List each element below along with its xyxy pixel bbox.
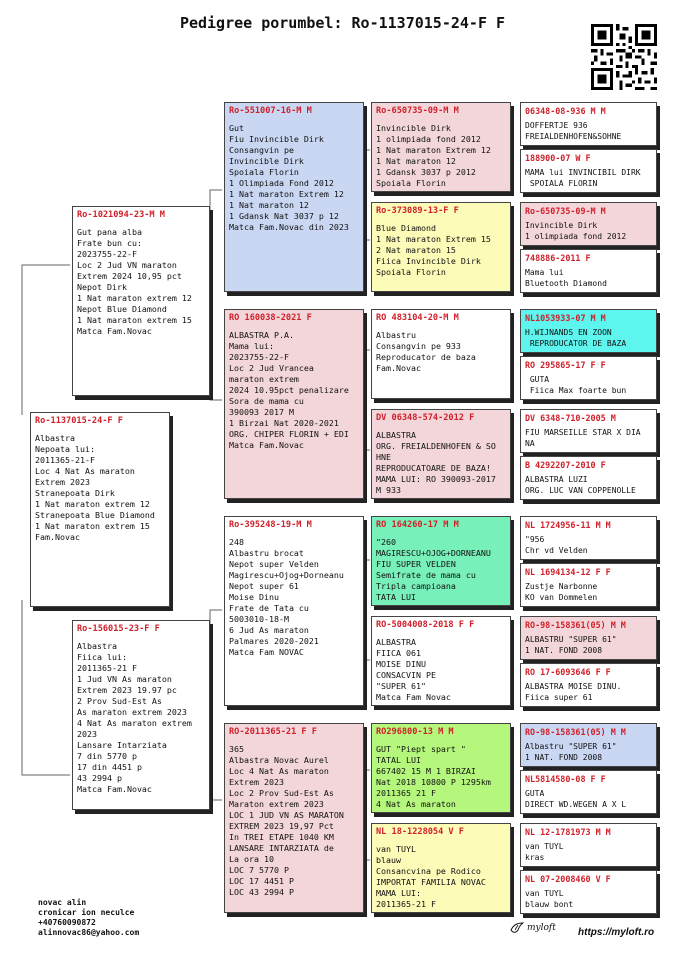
ancestor-card — [520, 149, 657, 193]
dam-card — [72, 620, 210, 810]
great-grandparent-card — [371, 102, 511, 192]
pigeon-ring-id: NL 1724956-11 M M — [525, 520, 611, 530]
pigeon-details: ALBASTRU "SUPER 61" 1 NAT. FOND 2008 — [525, 635, 617, 655]
breeder-phone: +40760090872 — [38, 918, 96, 927]
ancestor-card — [520, 356, 657, 400]
ancestor-card — [520, 563, 657, 607]
pigeon-ring-id: Ro-551007-16-M M — [229, 106, 312, 116]
pigeon-logo-icon — [510, 922, 524, 934]
pigeon-ring-id: RO 295865-17 F F — [525, 360, 606, 370]
ancestor-card — [520, 616, 657, 660]
logo-text: myloft — [527, 923, 556, 933]
ancestor-card — [520, 202, 657, 246]
pigeon-ring-id: RO-2011365-21 F F — [229, 727, 317, 737]
pigeon-details: DOFFERTJE 936 FREIALDENHOFEN&SOHNE — [525, 121, 622, 141]
breeder-name: novac alin — [38, 898, 87, 907]
pigeon-ring-id: RO-5004008-2018 F F — [376, 620, 475, 630]
pigeon-ring-id: RO 160038-2021 F — [229, 313, 312, 323]
ancestor-card — [520, 823, 657, 867]
pigeon-ring-id: RO296800-13 M M — [376, 727, 454, 737]
pigeon-details: ALBASTRA MOISE DINU. Fiica super 61 — [525, 682, 622, 702]
pigeon-ring-id: DV 06348-574-2012 F — [376, 413, 475, 423]
pigeon-details: Blue Diamond 1 Nat maraton Extrem 15 2 Nat maraton 15 Fiica Invincible Dirk Spoiala Florin — [376, 223, 491, 277]
pigeon-ring-id: Ro-395248-19-M M — [229, 520, 312, 530]
pigeon-details: Gut pana alba Frate bun cu: 2023755-22-F Loc 2 Jud VN maraton Extrem 2024 10,95 pct Nepot Dirk 1 Nat maraton extrem 12 Nepot Blue Diamond 1 Nat maraton extrem 15 Matca Fam.Novac — [77, 227, 192, 336]
pigeon-details: MAMA lui INVINCIBIL DIRK SPOIALA FLORIN — [525, 168, 641, 188]
great-grandparent-card — [371, 516, 511, 606]
pigeon-details: Albastru "SUPER 61" 1 NAT. FOND 2008 — [525, 742, 617, 762]
pigeon-ring-id: NL 18-1228054 V F — [376, 827, 464, 837]
pigeon-ring-id: 748886-2011 F — [525, 253, 591, 263]
pigeon-details: van TUYL blauw bont — [525, 889, 574, 909]
grandparent-card — [224, 102, 364, 292]
ancestor-card — [520, 309, 657, 353]
pigeon-ring-id: Ro-156015-23-F F — [77, 624, 160, 634]
pigeon-ring-id: Ro-650735-09-M M — [376, 106, 459, 116]
ancestor-card — [520, 456, 657, 500]
pigeon-ring-id: RO 483104-20-M M — [376, 313, 459, 323]
pigeon-details: Invincible Dirk 1 olimpiada fond 2012 — [525, 221, 627, 241]
pigeon-ring-id: RO 164260-17 M M — [376, 520, 459, 530]
great-grandparent-card — [371, 823, 511, 913]
pigeon-details: ALBASTRA ORG. FREIALDENHOFEN & SO HNE REPRODUCATOARE DE BAZA! MAMA LUI: RO 390093-2017 M 933 — [376, 430, 496, 495]
pigeon-details: Mama lui Bluetooth Diamond — [525, 268, 607, 288]
myloft-logo — [510, 922, 556, 934]
pigeon-ring-id: RO-98-158361(05) M M — [525, 620, 626, 630]
pigeon-details: GUT "Piept spart " TATAL LUI 667402 15 M 1 BIRZAI Nat 2018 10800 P 1295km 2011365 21 F 4 Nat As maraton — [376, 744, 491, 809]
pigeon-details: ALBASTRA FIICA 061 MOISE DINU CONSACVIN PE "SUPER 61" Matca Fam Novac — [376, 637, 451, 702]
pigeon-ring-id: RO-98-158361(05) M M — [525, 727, 626, 737]
ancestor-card — [520, 516, 657, 560]
pigeon-ring-id: RO 17-6093646 F F — [525, 667, 611, 677]
pigeon-ring-id: NL1053933-07 M M — [525, 313, 606, 323]
ancestor-card — [520, 770, 657, 814]
pigeon-details: van TUYL blauw Consancvina pe Rodico IMPORTAT FAMILIA NOVAC MAMA LUI: 2011365-21 F — [376, 844, 486, 909]
pigeon-details: van TUYL kras — [525, 842, 564, 862]
ancestor-card — [520, 102, 657, 146]
pigeon-details: GUTA Fiica Max foarte bun — [529, 375, 627, 395]
pigeon-details: H.WIJNANDS EN ZOON REPRODUCATOR DE BAZA — [525, 328, 627, 348]
grandparent-card — [224, 516, 364, 706]
breeder-contact — [38, 898, 139, 938]
pigeon-ring-id: B 4292207-2010 F — [525, 460, 606, 470]
page-title: Pedigree porumbel: Ro-1137015-24-F F — [179, 14, 506, 32]
breeder-email: alinnovac86@yahoo.com — [38, 928, 140, 937]
great-grandparent-card — [371, 202, 511, 292]
pigeon-details: Albastra Nepoata lui: 2011365-21-F Loc 4 Nat As maraton Extrem 2023 Stranepoata Dirk 1 Nat maraton extrem 12 Stranepoata Blue Diamond 1 Nat maraton extrem 15 Fam.Novac — [35, 433, 155, 542]
great-grandparent-card — [371, 409, 511, 499]
pigeon-details: GUTA DIRECT WD.WEGEN A X L — [525, 789, 627, 809]
pigeon-ring-id: Ro-1137015-24-F F — [35, 416, 123, 426]
pigeon-ring-id: NL5814580-08 F F — [525, 774, 606, 784]
great-grandparent-card — [371, 723, 511, 813]
ancestor-card — [520, 870, 657, 914]
pigeon-ring-id: 06348-08-936 M M — [525, 106, 606, 116]
ancestor-card — [520, 663, 657, 707]
pigeon-ring-id: NL 1694134-12 F F — [525, 567, 611, 577]
pigeon-ring-id: DV 6348-710-2005 M — [525, 413, 616, 423]
pigeon-details: "260 MAGIRESCU+OJOG+DORNEANU FIU SUPER VELDEN Semifrate de mama cu Tripla campioana TATA LUI — [376, 537, 491, 602]
pigeon-details: Albastru Consangvin pe 933 Reproducator de baza Fam.Novac — [376, 330, 476, 373]
pigeon-ring-id: NL 07-2008460 V F — [525, 874, 611, 884]
ancestor-card — [520, 249, 657, 293]
pigeon-details: ALBASTRA LUZI ORG. LUC VAN COPPENOLLE — [525, 475, 636, 495]
ancestor-card — [520, 409, 657, 453]
website-link[interactable]: https://myloft.ro — [578, 927, 655, 938]
pigeon-details: FIU MARSEILLE STAR X DIA NA — [525, 428, 641, 448]
pigeon-ring-id: Ro-650735-09-M M — [525, 206, 606, 216]
pigeon-details: 365 Albastra Novac Aurel Loc 4 Nat As maraton Extrem 2023 Loc 2 Prov Sud-Est As Maraton extrem 2023 LOC 1 JUD VN AS MARATON EXTREM 2023 19,97 Pct In TREI ETAPE 1040 KM LANSARE INTARZIATA de La ora 10 LOC 7 5770 P LOC 17 4451 P LOC 43 2994 P — [229, 744, 344, 897]
pigeon-ring-id: NL 12-1781973 M M — [525, 827, 611, 837]
pigeon-details: Gut Fiu Invincible Dirk Consangvin pe Invincible Dirk Spoiala Florin 1 Olimpiada Fond 2012 1 Nat maraton Extrem 12 1 Nat maraton 12 1 Gdansk Nat 3037 p 12 Matca Fam.Novac din 2023 — [229, 123, 349, 232]
pigeon-ring-id: Ro-1021094-23-M M — [77, 210, 165, 220]
pigeon-details: ALBASTRA P.A. Mama lui: 2023755-22-F Loc 2 Jud Vrancea maraton extrem 2024 10.95pct penalizare Sora de mama cu 390093 2017 M 1 Birzai Nat 2020-2021 ORG. CHIPER FLORIN + EDI Matca Fam.Novac — [229, 330, 349, 450]
pigeon-details: Zustje Narbonne KO van Dommelen — [525, 582, 598, 602]
sire-card — [72, 206, 210, 396]
grandparent-card — [224, 309, 364, 499]
great-grandparent-card — [371, 616, 511, 706]
pigeon-details: Albastra Fiica lui: 2011365-21 F 1 Jud VN As maraton Extrem 2023 19.97 pc 2 Prov Sud-Est As As maraton extrem 2023 4 Nat As maraton extrem 2023 Lansare Intarziata 7 din 5770 p 17 din 4451 p 43 2994 p Matca Fam.Novac — [77, 641, 192, 794]
great-grandparent-card — [371, 309, 511, 399]
ancestor-card — [520, 723, 657, 767]
pigeon-ring-id: Ro-373089-13-F F — [376, 206, 459, 216]
subject-pigeon-card — [30, 412, 170, 607]
pigeon-details: "956 Chr vd Velden — [525, 535, 588, 555]
pigeon-details: 248 Albastru brocat Nepot super Velden Magirescu+Ojog+Dorneanu Nepot super 61 Moise Dinu Frate de Tata cu 5003010-18-M 6 Jud As maraton Palmares 2020-2021 Matca Fam NOVAC — [229, 537, 344, 657]
grandparent-card — [224, 723, 364, 913]
pigeon-ring-id: 188900-07 W F — [525, 153, 591, 163]
breeder-org: cronicar ion neculce — [38, 908, 135, 917]
pigeon-details: Invincible Dirk 1 olimpiada fond 2012 1 Nat maraton Extrem 12 1 Nat maraton 12 1 Gdansk 3037 p 2012 Spoiala Florin — [376, 123, 491, 188]
